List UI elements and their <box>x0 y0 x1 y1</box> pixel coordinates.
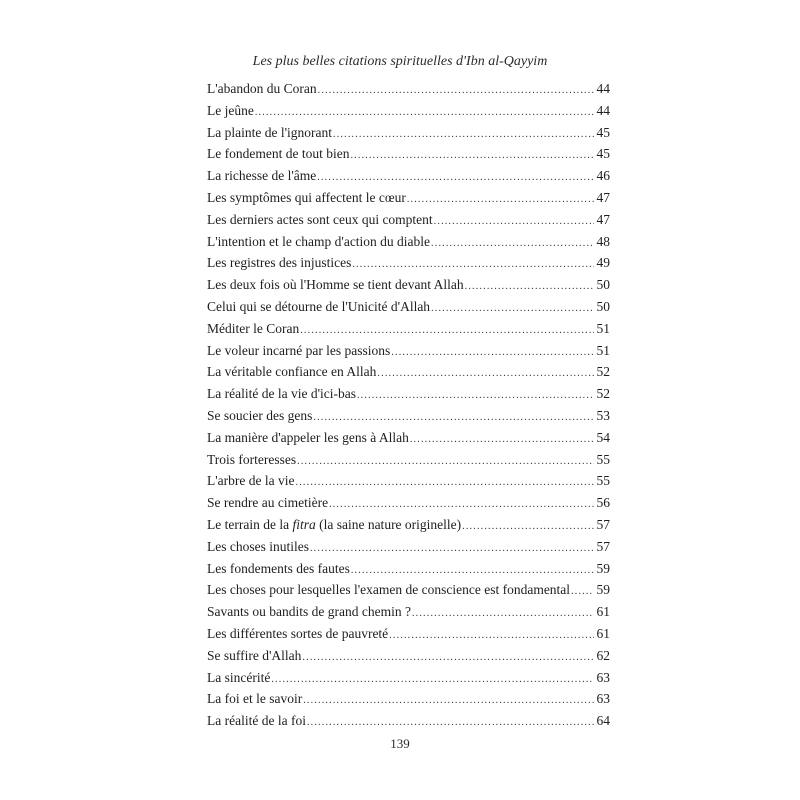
toc-entry <box>207 143 610 165</box>
toc-entry-title: Le voleur incarné par les passions <box>207 342 391 358</box>
toc-entry-title: La réalité de la foi <box>207 713 306 729</box>
toc-entry <box>207 340 610 362</box>
toc-entry-title: Les registres des injustices <box>207 255 352 271</box>
toc-entry-title: Les derniers actes sont ceux qui comptent <box>207 211 433 227</box>
toc-leader-dots <box>465 276 594 298</box>
toc-entry-page: 52 <box>596 386 610 402</box>
toc-entry-page: 61 <box>596 604 610 620</box>
toc-entry-title: La réalité de la vie d'ici-bas <box>207 386 356 402</box>
toc-entry <box>207 470 610 492</box>
toc-leader-dots <box>317 167 594 189</box>
toc-leader-dots <box>410 429 594 451</box>
toc-entry-page: 50 <box>596 298 610 314</box>
toc-leader-dots <box>307 712 594 734</box>
toc-leader-dots <box>434 211 594 233</box>
toc-leader-dots <box>302 647 594 669</box>
toc-entry-page: 52 <box>596 364 610 380</box>
toc-entry <box>207 514 610 536</box>
toc-entry-title: Celui qui se détourne de l'Unicité d'Allah <box>207 298 431 314</box>
toc-leader-dots <box>462 516 594 538</box>
toc-entry <box>207 623 610 645</box>
toc-entry-title: Savants ou bandits de grand chemin ? <box>207 604 411 620</box>
toc-entry-page: 55 <box>596 473 610 489</box>
toc-entry <box>207 601 610 623</box>
toc-entry-title: La plainte de l'ignorant <box>207 124 333 140</box>
toc-leader-dots <box>407 189 594 211</box>
toc-leader-dots <box>412 603 594 625</box>
toc-entry <box>207 361 610 383</box>
toc-entry-page: 51 <box>596 320 610 336</box>
toc-entry <box>207 296 610 318</box>
toc-entry <box>207 122 610 144</box>
toc-entry <box>207 492 610 514</box>
toc-leader-dots <box>431 298 594 320</box>
toc-entry-title: La foi et le savoir <box>207 691 303 707</box>
toc-entry <box>207 274 610 296</box>
toc-leader-dots <box>351 560 594 582</box>
toc-entry-title: Les symptômes qui affectent le cœur <box>207 189 406 205</box>
toc-entry-title: Se soucier des gens <box>207 407 313 423</box>
toc-entry-page: 48 <box>596 233 610 249</box>
toc-entry-page: 54 <box>596 429 610 445</box>
toc-entry-title: La sincérité <box>207 669 271 685</box>
toc-entry-page: 50 <box>596 277 610 293</box>
toc-entry-page: 57 <box>596 516 610 532</box>
toc-entry <box>207 383 610 405</box>
toc-entry-title: Le fondement de tout bien <box>207 146 350 162</box>
toc-entry <box>207 558 610 580</box>
toc-entry-title: Les choses pour lesquelles l'examen de conscience est fondamental <box>207 582 571 598</box>
toc-entry-title: Les fondements des fautes <box>207 560 350 576</box>
toc-leader-dots <box>352 254 594 276</box>
toc-entry-title: Se rendre au cimetière <box>207 495 329 511</box>
toc-entry-page: 53 <box>596 407 610 423</box>
page-number: 139 <box>390 736 410 751</box>
toc-leader-dots <box>571 581 594 603</box>
toc-leader-dots <box>333 124 594 146</box>
toc-entry <box>207 667 610 689</box>
toc-entry-page: 63 <box>596 691 610 707</box>
toc-entry-title: Les choses inutiles <box>207 538 309 554</box>
toc-leader-dots <box>271 669 594 691</box>
toc-leader-dots <box>357 385 594 407</box>
toc-entry <box>207 187 610 209</box>
toc-entry-title: Les deux fois où l'Homme se tient devant Allah <box>207 277 464 293</box>
toc-entry <box>207 78 610 100</box>
toc-entry <box>207 536 610 558</box>
toc-entry-page: 44 <box>596 81 610 96</box>
toc-entry-page: 56 <box>596 495 610 511</box>
toc-entry-page: 61 <box>596 625 610 641</box>
toc-entry-page: 44 <box>596 102 610 118</box>
toc-entry-title: L'intention et le champ d'action du diable <box>207 233 431 249</box>
toc-leader-dots <box>350 145 594 167</box>
toc-entry <box>207 688 610 710</box>
toc-entry-page: 45 <box>596 124 610 140</box>
toc-leader-dots <box>303 690 594 712</box>
toc-entry-page: 55 <box>596 451 610 467</box>
toc-entry-page: 59 <box>596 582 610 598</box>
toc-leader-dots <box>297 451 594 473</box>
toc-entry-page: 46 <box>596 168 610 184</box>
toc-leader-dots <box>377 363 594 385</box>
toc-entry <box>207 449 610 471</box>
toc-entry <box>207 579 610 601</box>
toc-entry-page: 49 <box>596 255 610 271</box>
toc-leader-dots <box>310 538 594 560</box>
toc-entry <box>207 318 610 340</box>
toc-entry-title: Le terrain de la fitra (la saine nature originelle) <box>207 516 462 532</box>
toc-leader-dots <box>300 320 594 342</box>
toc-entry <box>207 100 610 122</box>
toc-entry-page: 64 <box>596 713 610 729</box>
toc-entry-title: Trois forteresses <box>207 451 297 467</box>
toc-leader-dots <box>313 407 594 429</box>
toc-entry <box>207 209 610 231</box>
toc-entry <box>207 252 610 274</box>
toc-entry-page: 47 <box>596 211 610 227</box>
toc-entry-title: La manière d'appeler les gens à Allah <box>207 429 409 445</box>
toc-leader-dots <box>329 494 594 516</box>
toc-entry <box>207 165 610 187</box>
toc-entry-title: La richesse de l'âme <box>207 168 317 184</box>
toc-entry-page: 45 <box>596 146 610 162</box>
toc-leader-dots <box>318 80 594 102</box>
toc-entry-title: Le jeûne <box>207 102 254 118</box>
toc-entry-page: 63 <box>596 669 610 685</box>
toc-leader-dots <box>296 472 594 494</box>
running-title: Les plus belles citations spirituelles d'Ibn al-Qayyim <box>252 54 548 69</box>
toc-entry-page: 59 <box>596 560 610 576</box>
toc-entry-title: La véritable confiance en Allah <box>207 364 377 380</box>
toc-entry-title: Se suffire d'Allah <box>207 647 302 663</box>
toc-leader-dots <box>389 625 594 647</box>
toc-entry-page: 62 <box>596 647 610 663</box>
toc-entry-title: Méditer le Coran <box>207 320 300 336</box>
italic-term: fitra <box>292 516 316 532</box>
table-of-contents <box>207 78 610 732</box>
toc-entry <box>207 405 610 427</box>
toc-entry <box>207 710 610 732</box>
toc-leader-dots <box>391 342 594 364</box>
toc-entry-page: 57 <box>596 538 610 554</box>
toc-leader-dots <box>255 102 594 124</box>
toc-entry-page: 51 <box>596 342 610 358</box>
toc-entry-title: L'abandon du Coran <box>207 81 317 96</box>
toc-entry <box>207 427 610 449</box>
toc-leader-dots <box>431 233 594 255</box>
toc-entry <box>207 645 610 667</box>
toc-entry-page: 47 <box>596 189 610 205</box>
toc-entry-title: L'arbre de la vie <box>207 473 295 489</box>
toc-entry-title: Les différentes sortes de pauvreté <box>207 625 389 641</box>
toc-entry <box>207 231 610 253</box>
